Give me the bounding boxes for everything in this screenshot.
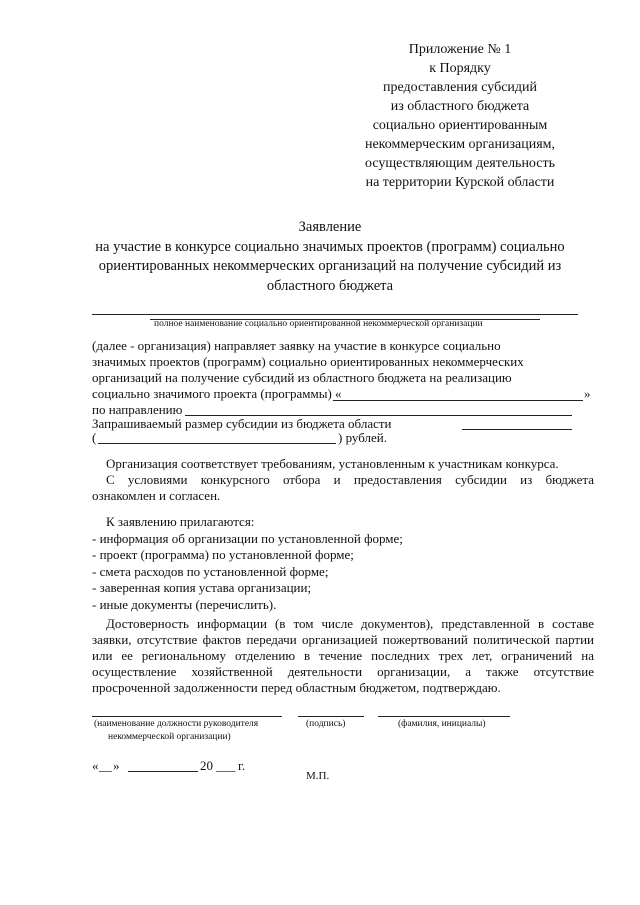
date-open-quote: « xyxy=(92,758,99,773)
compliance-line: ознакомлен и согласен. xyxy=(92,488,221,503)
position-field[interactable] xyxy=(92,716,282,717)
attachments-list xyxy=(92,514,403,613)
body-line: (далее - организация) направляет заявку на участие в конкурсе социально xyxy=(92,338,501,353)
body-line: » xyxy=(584,386,591,401)
project-name-field[interactable] xyxy=(333,400,583,401)
confirmation-line: просроченной задолженности перед областным бюджетом, подтверждаю. xyxy=(92,680,501,695)
appendix-line: предоставления субсидий xyxy=(382,80,538,95)
attachments-heading: К заявлению прилагаются: xyxy=(106,514,255,529)
appendix-line: социально ориентированным xyxy=(372,118,548,133)
subsidy-amount-field[interactable] xyxy=(462,429,572,430)
title-line: областного бюджета xyxy=(266,277,394,294)
full-name-caption: (фамилия, инициалы) xyxy=(398,719,486,729)
date-month-field[interactable] xyxy=(128,771,198,772)
attachment-item: - заверенная копия устава организации; xyxy=(92,580,312,595)
confirmation-line: или ее региональному отделению в течение последних трех лет, ограничений на xyxy=(92,648,594,663)
appendix-line: на территории Курской области xyxy=(365,175,555,190)
org-name-caption: полное наименование социально ориентированной некоммерческой организации xyxy=(154,319,483,329)
attachment-item: - информация об организации по установленной форме; xyxy=(92,530,403,546)
attachment-item: - иные документы (перечислить). xyxy=(92,596,277,612)
body-line: ( xyxy=(92,430,97,445)
body-line: Запрашиваемый размер субсидии из бюджета области xyxy=(92,416,392,431)
attachment-item: - смета расходов по установленной форме; xyxy=(92,563,329,579)
stamp-placeholder: М.П. xyxy=(306,770,330,782)
appendix-line: Приложение № 1 xyxy=(408,42,512,57)
signature-caption: (подпись) xyxy=(306,719,346,729)
compliance-line: С условиями конкурсного отбора и предоставления субсидии из бюджета xyxy=(106,472,594,487)
attachment-item: - проект (программа) по установленной форме; xyxy=(92,547,354,562)
title-line: Заявление xyxy=(298,219,362,235)
date-year-field[interactable]: ___ xyxy=(216,758,236,773)
title-line: на участие в конкурсе социально значимых проектов (программ) социально xyxy=(95,238,565,255)
confirmation-line: осуществление хозяйственной деятельности организации, а также отсутствие xyxy=(92,664,594,679)
document-title xyxy=(60,218,600,296)
appendix-header xyxy=(330,40,590,192)
appendix-line: некоммерческим организациям, xyxy=(364,137,556,152)
date-day-field[interactable]: __ xyxy=(99,758,112,773)
body-line: по направлению xyxy=(92,402,183,417)
subsidy-words-field[interactable] xyxy=(98,443,336,444)
title-line: ориентированных некоммерческих организаций на получение субсидий из xyxy=(98,258,562,274)
position-caption: (наименование должности руководителя xyxy=(94,719,259,729)
appendix-line: осуществляющим деятельность xyxy=(364,156,556,171)
body-line: значимых проектов (программ) социально ориентированных некоммерческих xyxy=(92,354,524,369)
body-line: социально значимого проекта (программы) « xyxy=(92,386,342,401)
full-name-field[interactable] xyxy=(378,716,510,717)
confirmation-line: Достоверность информации (в том числе документов), представленной в составе xyxy=(106,616,594,631)
body-line: организаций на получение субсидий из областного бюджета на реализацию xyxy=(92,370,512,385)
confirmation-line: заявки, отсутствие фактов передачи организацией пожертвований политической партии xyxy=(92,632,594,647)
appendix-line: из областного бюджета xyxy=(390,99,530,114)
body-line: ) рублей. xyxy=(338,430,387,445)
date-close-quote: » xyxy=(113,758,120,773)
compliance-line: Организация соответствует требованиям, установленным к участникам конкурса. xyxy=(106,456,559,471)
date-year-suffix: г. xyxy=(238,758,246,773)
signature-field[interactable] xyxy=(298,716,364,717)
appendix-line: к Порядку xyxy=(429,61,491,76)
date-year: 20 xyxy=(200,758,213,773)
org-name-field[interactable] xyxy=(92,314,578,315)
position-caption: некоммерческой организации) xyxy=(108,732,231,742)
